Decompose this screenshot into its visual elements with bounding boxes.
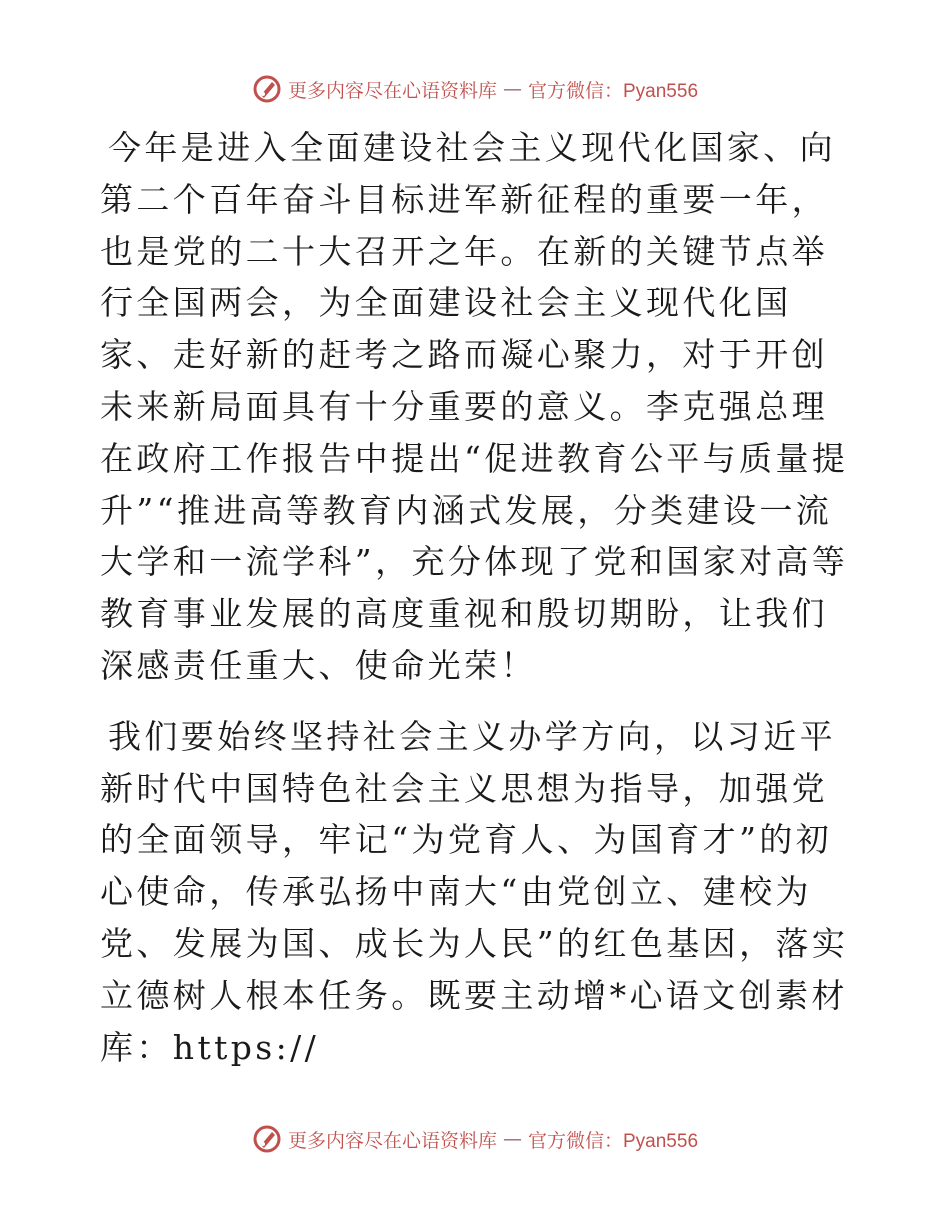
watermark-contact: 官方微信：Pyan556 bbox=[528, 1130, 699, 1152]
watermark-separator: — bbox=[503, 78, 522, 100]
watermark-brand: 更多内容尽在心语资料库 bbox=[287, 1129, 497, 1152]
watermark-brand: 更多内容尽在心语资料库 bbox=[287, 79, 497, 102]
watermark-contact: 官方微信：Pyan556 bbox=[528, 80, 699, 102]
paragraph-1: 今年是进入全面建设社会主义现代化国家、向第二个百年奋斗目标进军新征程的重要一年，也是党的二十大召开之年。在新的关键节点举行全国两会，为全面建设社会主义现代化国家、走好新的赶考之路而凝心聚力，对于开创未来新局面具有十分重要的意义。李克强总理在政府工作报告中提出“促进教育公平与质量提升”“推进高等教育内涵式发展，分类建设一流大学和一流学科”，充分体现了党和国家对高等教育事业发展的高度重视和殷切期盼，让我们深感责任重大、使命光荣！ bbox=[100, 128, 849, 685]
watermark-separator: — bbox=[503, 1128, 522, 1150]
footer-watermark bbox=[0, 1124, 950, 1154]
pen-logo-icon bbox=[252, 74, 282, 104]
paragraph-2: 我们要始终坚持社会主义办学方向，以习近平新时代中国特色社会主义思想为指导，加强党的全面领导，牢记“为党育人、为国育才”的初心使命，传承弘扬中南大“由党创立、建校为党、发展为国、成长为人民”的红色基因，落实立德树人根本任务。既要主动增*心语文创素材库：https:// bbox=[100, 716, 849, 1067]
header-watermark bbox=[0, 74, 950, 104]
document-body bbox=[100, 122, 850, 1073]
pen-logo-icon bbox=[252, 1124, 282, 1154]
